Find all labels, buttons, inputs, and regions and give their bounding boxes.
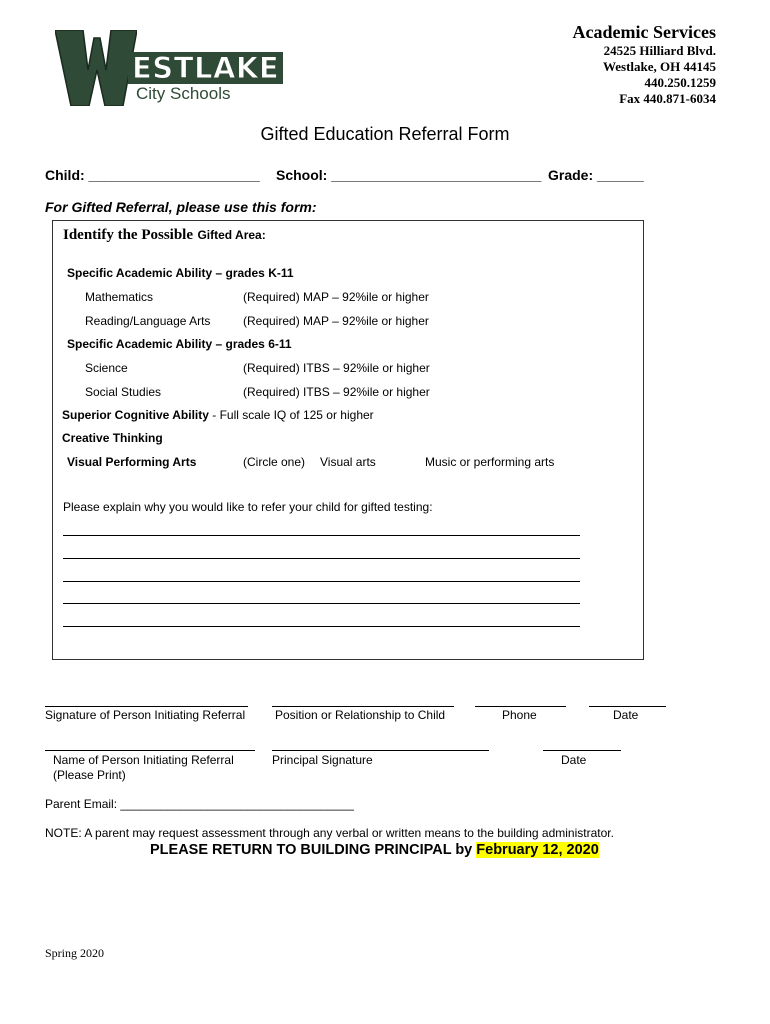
phone-line[interactable] — [475, 706, 566, 707]
checkbox-academic-k11[interactable] — [63, 266, 294, 280]
checkbox-reading[interactable] — [81, 314, 210, 328]
signature-line[interactable] — [45, 706, 248, 707]
return-text: PLEASE RETURN TO BUILDING PRINCIPAL by — [150, 842, 473, 858]
circle-one-label: (Circle one) — [243, 455, 306, 469]
office-phone: 440.250.1259 — [644, 75, 716, 90]
logo-wordmark: ESTLAKE — [128, 52, 283, 84]
cognitive-label: Superior Cognitive Ability — [62, 408, 209, 422]
date1-label: Date — [613, 708, 639, 722]
referral-instruction: For Gifted Referral, please use this form: — [45, 199, 317, 215]
name-label: Name of Person Initiating Referral — [53, 753, 234, 767]
westlake-w-logo-mark — [55, 30, 137, 106]
office-fax: Fax 440.871-6034 — [619, 91, 716, 106]
explain-line-4[interactable] — [63, 603, 580, 604]
date1-line[interactable] — [589, 706, 666, 707]
explain-line-2[interactable] — [63, 558, 580, 559]
return-instruction — [150, 842, 599, 858]
checkbox-cognitive[interactable] — [61, 408, 374, 422]
logo-subtitle: City Schools — [136, 84, 231, 103]
address-city: Westlake, OH 44145 — [602, 59, 716, 74]
math-requirement: (Required) MAP – 92%ile or higher — [243, 290, 429, 304]
explain-line-5[interactable] — [63, 626, 580, 627]
math-label: Mathematics — [85, 290, 154, 304]
position-label: Position or Relationship to Child — [275, 708, 446, 722]
explain-prompt: Please explain why you would like to refer your child for gifted testing: — [63, 500, 433, 514]
checkbox-academic-611[interactable] — [63, 337, 292, 351]
date2-line[interactable] — [543, 750, 621, 751]
return-date: February 12, 2020 — [476, 842, 599, 858]
visual-arts-option[interactable]: Visual arts — [320, 455, 376, 469]
checkbox-science[interactable] — [81, 361, 128, 375]
cognitive-note: - Full scale IQ of 125 or higher — [212, 408, 374, 422]
box-heading — [63, 226, 266, 244]
position-line[interactable] — [272, 706, 454, 707]
science-requirement: (Required) ITBS – 92%ile or higher — [243, 361, 430, 375]
creative-label: Creative Thinking — [62, 431, 163, 445]
child-field[interactable]: Child: ______________________ — [45, 167, 260, 183]
music-arts-option[interactable]: Music or performing arts — [425, 455, 555, 469]
checkbox-social[interactable] — [81, 385, 161, 399]
note-text: NOTE: A parent may request assessment through any verbal or written means to the building administrator. — [45, 826, 614, 840]
parent-email-field[interactable]: Parent Email: ___________________________________ — [45, 797, 354, 811]
academic-611-label: Specific Academic Ability – grades 6-11 — [67, 337, 292, 351]
reading-label: Reading/Language Arts — [85, 314, 211, 328]
checkbox-creative[interactable] — [61, 431, 163, 445]
footer-term: Spring 2020 — [45, 946, 105, 960]
reading-requirement: (Required) MAP – 92%ile or higher — [243, 314, 429, 328]
phone-label: Phone — [502, 708, 537, 722]
principal-label: Principal Signature — [272, 753, 373, 767]
signature-label: Signature of Person Initiating Referral — [45, 708, 246, 722]
address-street: 24525 Hilliard Blvd. — [603, 43, 716, 58]
academic-k11-label: Specific Academic Ability – grades K-11 — [67, 266, 294, 280]
explain-line-3[interactable] — [63, 581, 580, 582]
checkbox-math[interactable] — [81, 290, 153, 304]
social-label: Social Studies — [85, 385, 162, 399]
box-heading-serif: Identify the Possible — [63, 227, 194, 243]
form-title: Gifted Education Referral Form — [260, 124, 510, 144]
name-label-print: (Please Print) — [53, 768, 126, 782]
explain-line-1[interactable] — [63, 535, 580, 536]
checkbox-vpa[interactable] — [63, 455, 196, 469]
box-heading-sans: Gifted Area: — [197, 228, 266, 242]
school-field[interactable]: School: ___________________________ — [276, 167, 542, 183]
name-line[interactable] — [45, 750, 255, 751]
social-requirement: (Required) ITBS – 92%ile or higher — [243, 385, 430, 399]
vpa-label: Visual Performing Arts — [67, 455, 197, 469]
principal-line[interactable] — [272, 750, 489, 751]
office-name: Academic Services — [572, 22, 716, 42]
grade-field[interactable]: Grade: ______ — [548, 167, 644, 183]
science-label: Science — [85, 361, 128, 375]
date2-label: Date — [561, 753, 587, 767]
